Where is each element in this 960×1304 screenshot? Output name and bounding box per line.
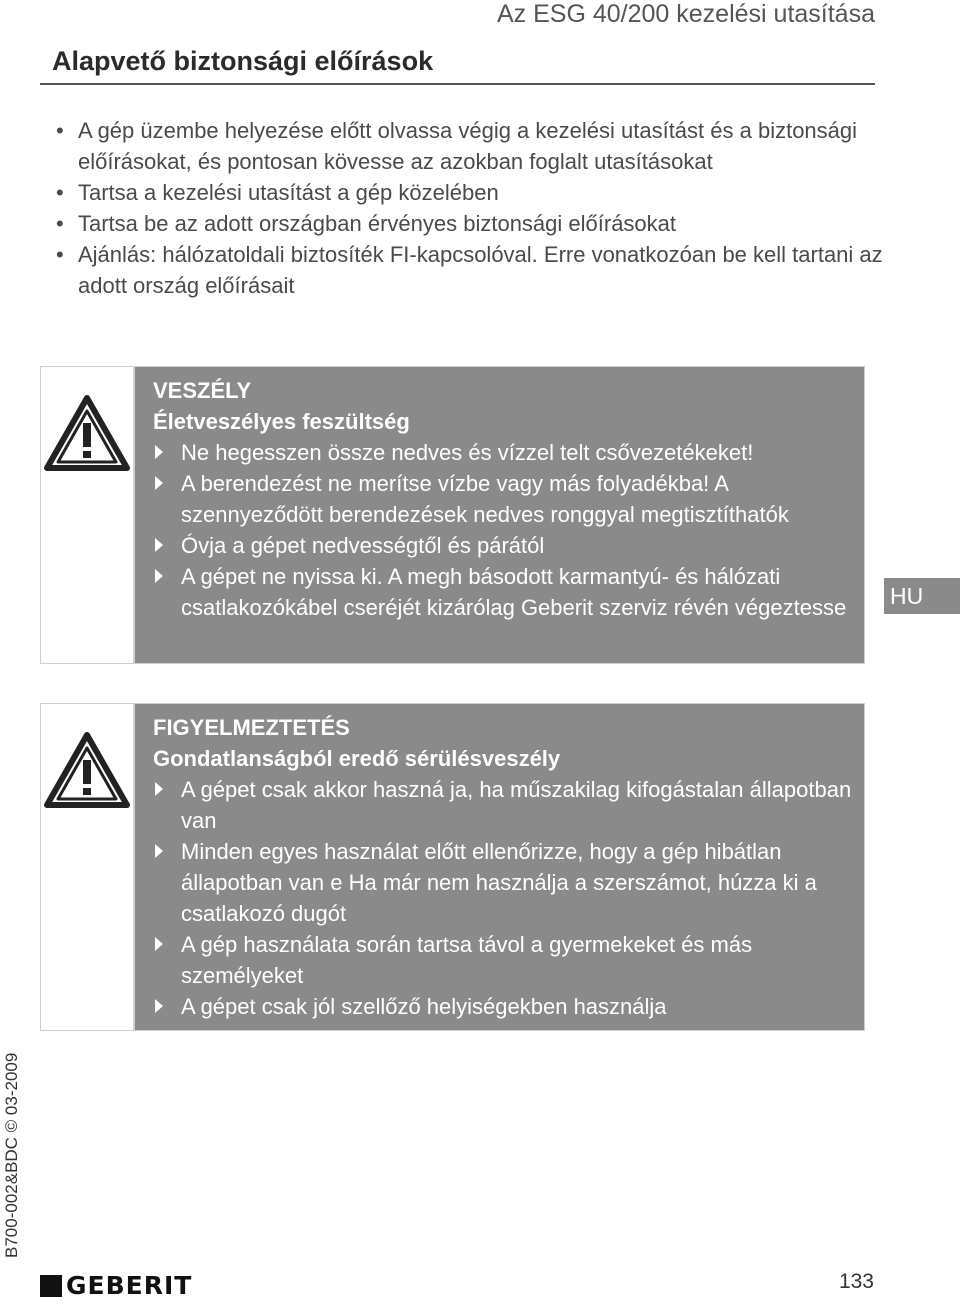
- list-item-text: A gépet ne nyissa ki. A megh básodott karmantyú- és hálózati csatlakozókábel cseréjét kizárólag Geberit szerviz révén végeztesse: [181, 564, 847, 620]
- danger-icon-column: [41, 367, 135, 663]
- list-item: [56, 208, 886, 239]
- bullet-icon: •: [56, 242, 64, 267]
- bullet-icon: •: [56, 180, 64, 205]
- arrow-right-icon: [155, 445, 163, 459]
- document-code: B700-002&BDC © 03-2009: [2, 1052, 21, 1258]
- list-item-text: Tartsa a kezelési utasítást a gép közelében: [78, 180, 499, 205]
- danger-content: [153, 375, 856, 623]
- arrow-right-icon: [155, 569, 163, 583]
- list-item: [153, 530, 856, 561]
- warning-keyword: FIGYELMEZTETÉS: [153, 715, 350, 740]
- list-item: [153, 991, 856, 1022]
- arrow-right-icon: [155, 999, 163, 1013]
- list-item: [153, 561, 856, 623]
- logo-square-icon: [40, 1275, 62, 1297]
- list-item-text: Óvja a gépet nedvességtől és párától: [181, 533, 545, 558]
- logo-wordmark: GEBERIT: [66, 1271, 193, 1300]
- list-item-text: A gépet csak jól szellőző helyiségekben használja: [181, 994, 667, 1019]
- page-number: 133: [838, 1270, 874, 1293]
- language-tab: HU: [884, 578, 960, 614]
- list-item-text: Minden egyes használat előtt ellenőrizze, hogy a gép hibátlan állapotban van e Ha már nem használja a szerszámot, húzza ki a csatlakozó dugót: [181, 839, 817, 926]
- header-divider: [40, 83, 875, 85]
- list-item: [153, 836, 856, 929]
- list-item: [56, 177, 886, 208]
- arrow-right-icon: [155, 844, 163, 858]
- danger-subtitle: Életveszélyes feszültség: [153, 409, 410, 434]
- list-item: [153, 468, 856, 530]
- arrow-right-icon: [155, 782, 163, 796]
- warning-list: [153, 774, 856, 1022]
- geberit-logo: [40, 1271, 192, 1301]
- warning-notice-box: [40, 703, 865, 1031]
- danger-notice-box: [40, 366, 865, 664]
- warning-subtitle: Gondatlanságból eredő sérülésveszély: [153, 746, 561, 771]
- list-item: [56, 239, 886, 301]
- list-item-text: A berendezést ne merítse vízbe vagy más folyadékba! A szennyeződött berendezések nedves ronggyal megtisztíthatók: [181, 471, 789, 527]
- warning-content: [153, 712, 856, 1022]
- list-item-text: A gép használata során tartsa távol a gyermekeket és más személyeket: [181, 932, 753, 988]
- warning-triangle-icon: [44, 395, 130, 471]
- list-item-text: Ne hegesszen össze nedves és vízzel telt csővezetékeket!: [181, 440, 754, 465]
- arrow-right-icon: [155, 538, 163, 552]
- list-item-text: Ajánlás: hálózatoldali biztosíték FI-kapcsolóval. Erre vonatkozóan be kell tartani az adott ország előírásait: [78, 242, 883, 298]
- list-item: [153, 437, 856, 468]
- list-item: [153, 774, 856, 836]
- bullet-icon: •: [56, 118, 64, 143]
- arrow-right-icon: [155, 476, 163, 490]
- warning-icon-column: [41, 704, 135, 1030]
- list-item: [56, 115, 886, 177]
- list-item-text: A gépet csak akkor haszná ja, ha műszakilag kifogástalan állapotban van: [181, 777, 852, 833]
- danger-keyword: VESZÉLY: [153, 378, 252, 403]
- warning-triangle-icon: [44, 732, 130, 808]
- list-item: [153, 929, 856, 991]
- intro-list: [56, 115, 886, 301]
- section-heading: Alapvető biztonsági előírások: [52, 46, 434, 76]
- arrow-right-icon: [155, 937, 163, 951]
- document-title: Az ESG 40/200 kezelési utasítása: [497, 0, 875, 28]
- list-item-text: Tartsa be az adott országban érvényes biztonsági előírásokat: [78, 211, 677, 236]
- danger-list: [153, 437, 856, 623]
- bullet-icon: •: [56, 211, 64, 236]
- list-item-text: A gép üzembe helyezése előtt olvassa végig a kezelési utasítást és a biztonsági előírásokat, és pontosan kövesse az azokban foglalt utasításokat: [78, 118, 858, 174]
